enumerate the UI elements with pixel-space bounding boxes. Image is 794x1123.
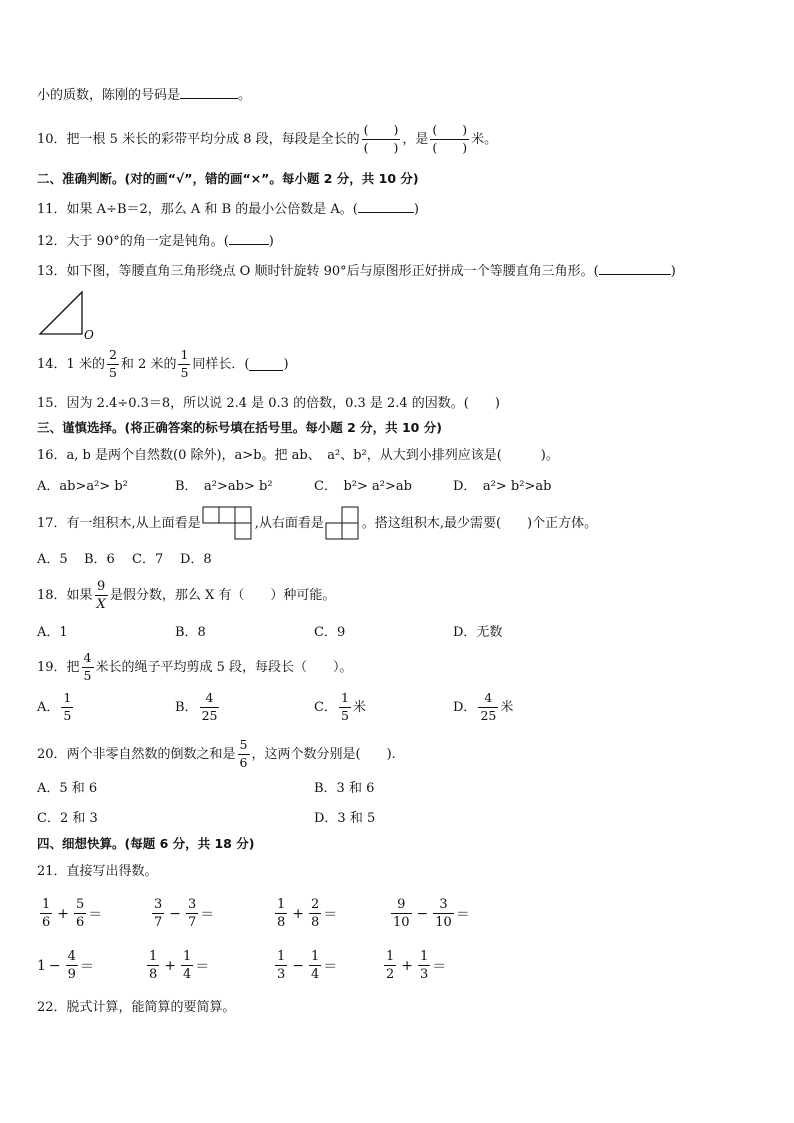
q19-option-d[interactable]: D． $\frac{4}{25}$ 米 (453, 690, 514, 723)
top-view-figure (202, 506, 254, 540)
q9-answer-blank[interactable] (180, 86, 238, 99)
q11-line (37, 200, 419, 216)
q20-text-a: 20．两个非零自然数的倒数之和是 (37, 746, 236, 762)
q14-text-b: 和 2 米的 (120, 356, 177, 372)
q19-option-c[interactable]: C． $\frac{1}{5}$ 米 (314, 690, 366, 723)
q19-option-b[interactable]: B． $\frac{4}{25}$ (175, 690, 218, 723)
q20-fraction: $\frac{5}{6}$ (239, 737, 248, 770)
q21-expr-2: $\frac{3}{7}$ − $\frac{3}{7}$ ＝ (154, 897, 215, 930)
q18-option-a[interactable]: A．1 (37, 625, 68, 640)
q13-triangle-figure (38, 290, 98, 340)
q16-text: 16．a, b 是两个自然数(0 除外)，a>b。把 ab、 a²、b²，从大到小排列应该是( )。 (37, 448, 559, 463)
q16-option-d[interactable]: D． a²> b²>ab (453, 479, 552, 494)
q13-text: 13．如下图，等腰直角三角形绕点 O 顺时针旋转 90°后与原图形正好拼成一个等腰直角三角形。( (37, 264, 599, 279)
q19-text-b: 米长的绳子平均剪成 5 段，每段长（ ）。 (95, 659, 353, 675)
q16-option-c[interactable]: C． b²> a²>ab (314, 479, 412, 494)
q17-option-c[interactable]: C．7 (132, 552, 164, 567)
q11-close: ) (413, 202, 419, 217)
q11-text: 11．如果 A÷B＝2，那么 A 和 B 的最小公倍数是 A。( (37, 202, 358, 217)
q10-fraction-blank-1[interactable]: $\frac{( )}{( )}$ (363, 122, 399, 155)
q17-option-d[interactable]: D．8 (180, 552, 212, 567)
q10-fraction-blank-2[interactable]: $\frac{( )}{( )}$ (432, 122, 468, 155)
q17-text-c: 。搭这组积木,最少需要( )个正方体。 (361, 515, 598, 531)
q20-option-a[interactable]: A．5 和 6 (37, 781, 98, 796)
q17-text-a: 17．有一组积木,从上面看是 (37, 515, 201, 531)
q21-expr-6: $\frac{1}{8}$ + $\frac{1}{4}$ ＝ (149, 949, 210, 982)
q10-text: 10．把一根 5 米长的彩带平均分成 8 段，每段是全长的 (37, 131, 360, 147)
right-view-figure (325, 506, 361, 540)
q21-expr-3: $\frac{1}{8}$ + $\frac{2}{8}$ ＝ (277, 897, 338, 930)
q14-text-c: 同样长．( (192, 356, 250, 372)
q16-option-b[interactable]: B． a²>ab> b² (175, 479, 273, 494)
q14-close: ) (283, 356, 289, 372)
q21-expr-5: 1 − $\frac{4}{9}$ ＝ (37, 949, 94, 982)
q9-text: 小的质数，陈刚的号码是 (37, 88, 181, 103)
q20-text-b: ，这两个数分别是( ). (251, 746, 396, 762)
q21-expr-7: $\frac{1}{3}$ − $\frac{1}{4}$ ＝ (277, 949, 338, 982)
q13-line (37, 262, 676, 278)
q9-line (37, 86, 251, 102)
q21-expr-1: $\frac{1}{6}$ + $\frac{5}{6}$ ＝ (42, 897, 103, 930)
q21-expr-8: $\frac{1}{2}$ + $\frac{1}{3}$ ＝ (386, 949, 447, 982)
q19-text-a: 19．把 (37, 659, 80, 675)
q18-line (37, 580, 335, 611)
q18-fraction: $\frac{9}{X}$ (96, 579, 106, 612)
isosceles-right-triangle (40, 292, 82, 334)
q20-line (37, 739, 396, 769)
q15-line: 15．因为 2.4÷0.3＝8，所以说 2.4 是 0.3 的倍数，0.3 是 2.4 的因数。( ) (37, 396, 500, 411)
q16-option-a[interactable]: A．ab>a²> b² (37, 479, 128, 494)
q20-option-b[interactable]: B．3 和 6 (314, 781, 375, 796)
q10-mid: ，是 (402, 131, 429, 147)
q17-option-a[interactable]: A．5 (37, 552, 68, 567)
q14-text-a: 14．1 米的 (37, 356, 105, 372)
q18-text-b: 是假分数，那么 X 有（ ）种可能。 (109, 588, 336, 603)
q9-end: 。 (238, 88, 252, 103)
q21-text: 21．直接写出得数。 (37, 864, 158, 879)
q14-answer-blank[interactable] (249, 358, 283, 371)
q14-line (37, 349, 289, 379)
q17-line (37, 506, 597, 540)
section-3-heading: 三、谨慎选择。(将正确答案的标号填在括号里。每小题 2 分，共 10 分) (37, 420, 442, 435)
q22-text: 22．脱式计算，能简算的要简算。 (37, 1000, 236, 1015)
q18-option-c[interactable]: C．9 (314, 625, 346, 640)
q18-option-d[interactable]: D．无数 (453, 625, 503, 640)
q19-option-a[interactable]: A． $\frac{1}{5}$ (37, 690, 72, 723)
q19-line (37, 652, 353, 682)
q18-text-a: 18．如果 (37, 588, 93, 603)
q11-answer-blank[interactable] (358, 200, 414, 213)
q12-answer-blank[interactable] (229, 232, 269, 245)
section-2-heading: 二、准确判断。(对的画“√”，错的画“×”。每小题 2 分，共 10 分) (37, 171, 419, 186)
q13-close: ) (670, 264, 676, 279)
q21-expr-4: $\frac{9}{10}$ − $\frac{3}{10}$ ＝ (393, 897, 470, 930)
q12-line (37, 232, 274, 248)
q19-fraction: $\frac{4}{5}$ (83, 650, 92, 683)
q20-option-d[interactable]: D．3 和 5 (314, 811, 376, 826)
section-4-heading: 四、细想快算。(每题 6 分，共 18 分) (37, 836, 255, 851)
q10-line (37, 124, 497, 154)
q12-close: ) (268, 234, 274, 249)
q12-text: 12．大于 90°的角一定是钝角。( (37, 234, 229, 249)
q10-suffix: 米。 (471, 131, 498, 147)
q17-text-b: ,从右面看是 (254, 515, 324, 531)
q17-option-b[interactable]: B．6 (84, 552, 115, 567)
point-o-label: O (84, 328, 94, 340)
q14-fraction-1: $\frac{2}{5}$ (108, 347, 117, 380)
q13-answer-blank[interactable] (599, 262, 671, 275)
q20-option-c[interactable]: C．2 和 3 (37, 811, 98, 826)
q14-fraction-2: $\frac{1}{5}$ (180, 347, 189, 380)
q18-option-b[interactable]: B．8 (175, 625, 206, 640)
